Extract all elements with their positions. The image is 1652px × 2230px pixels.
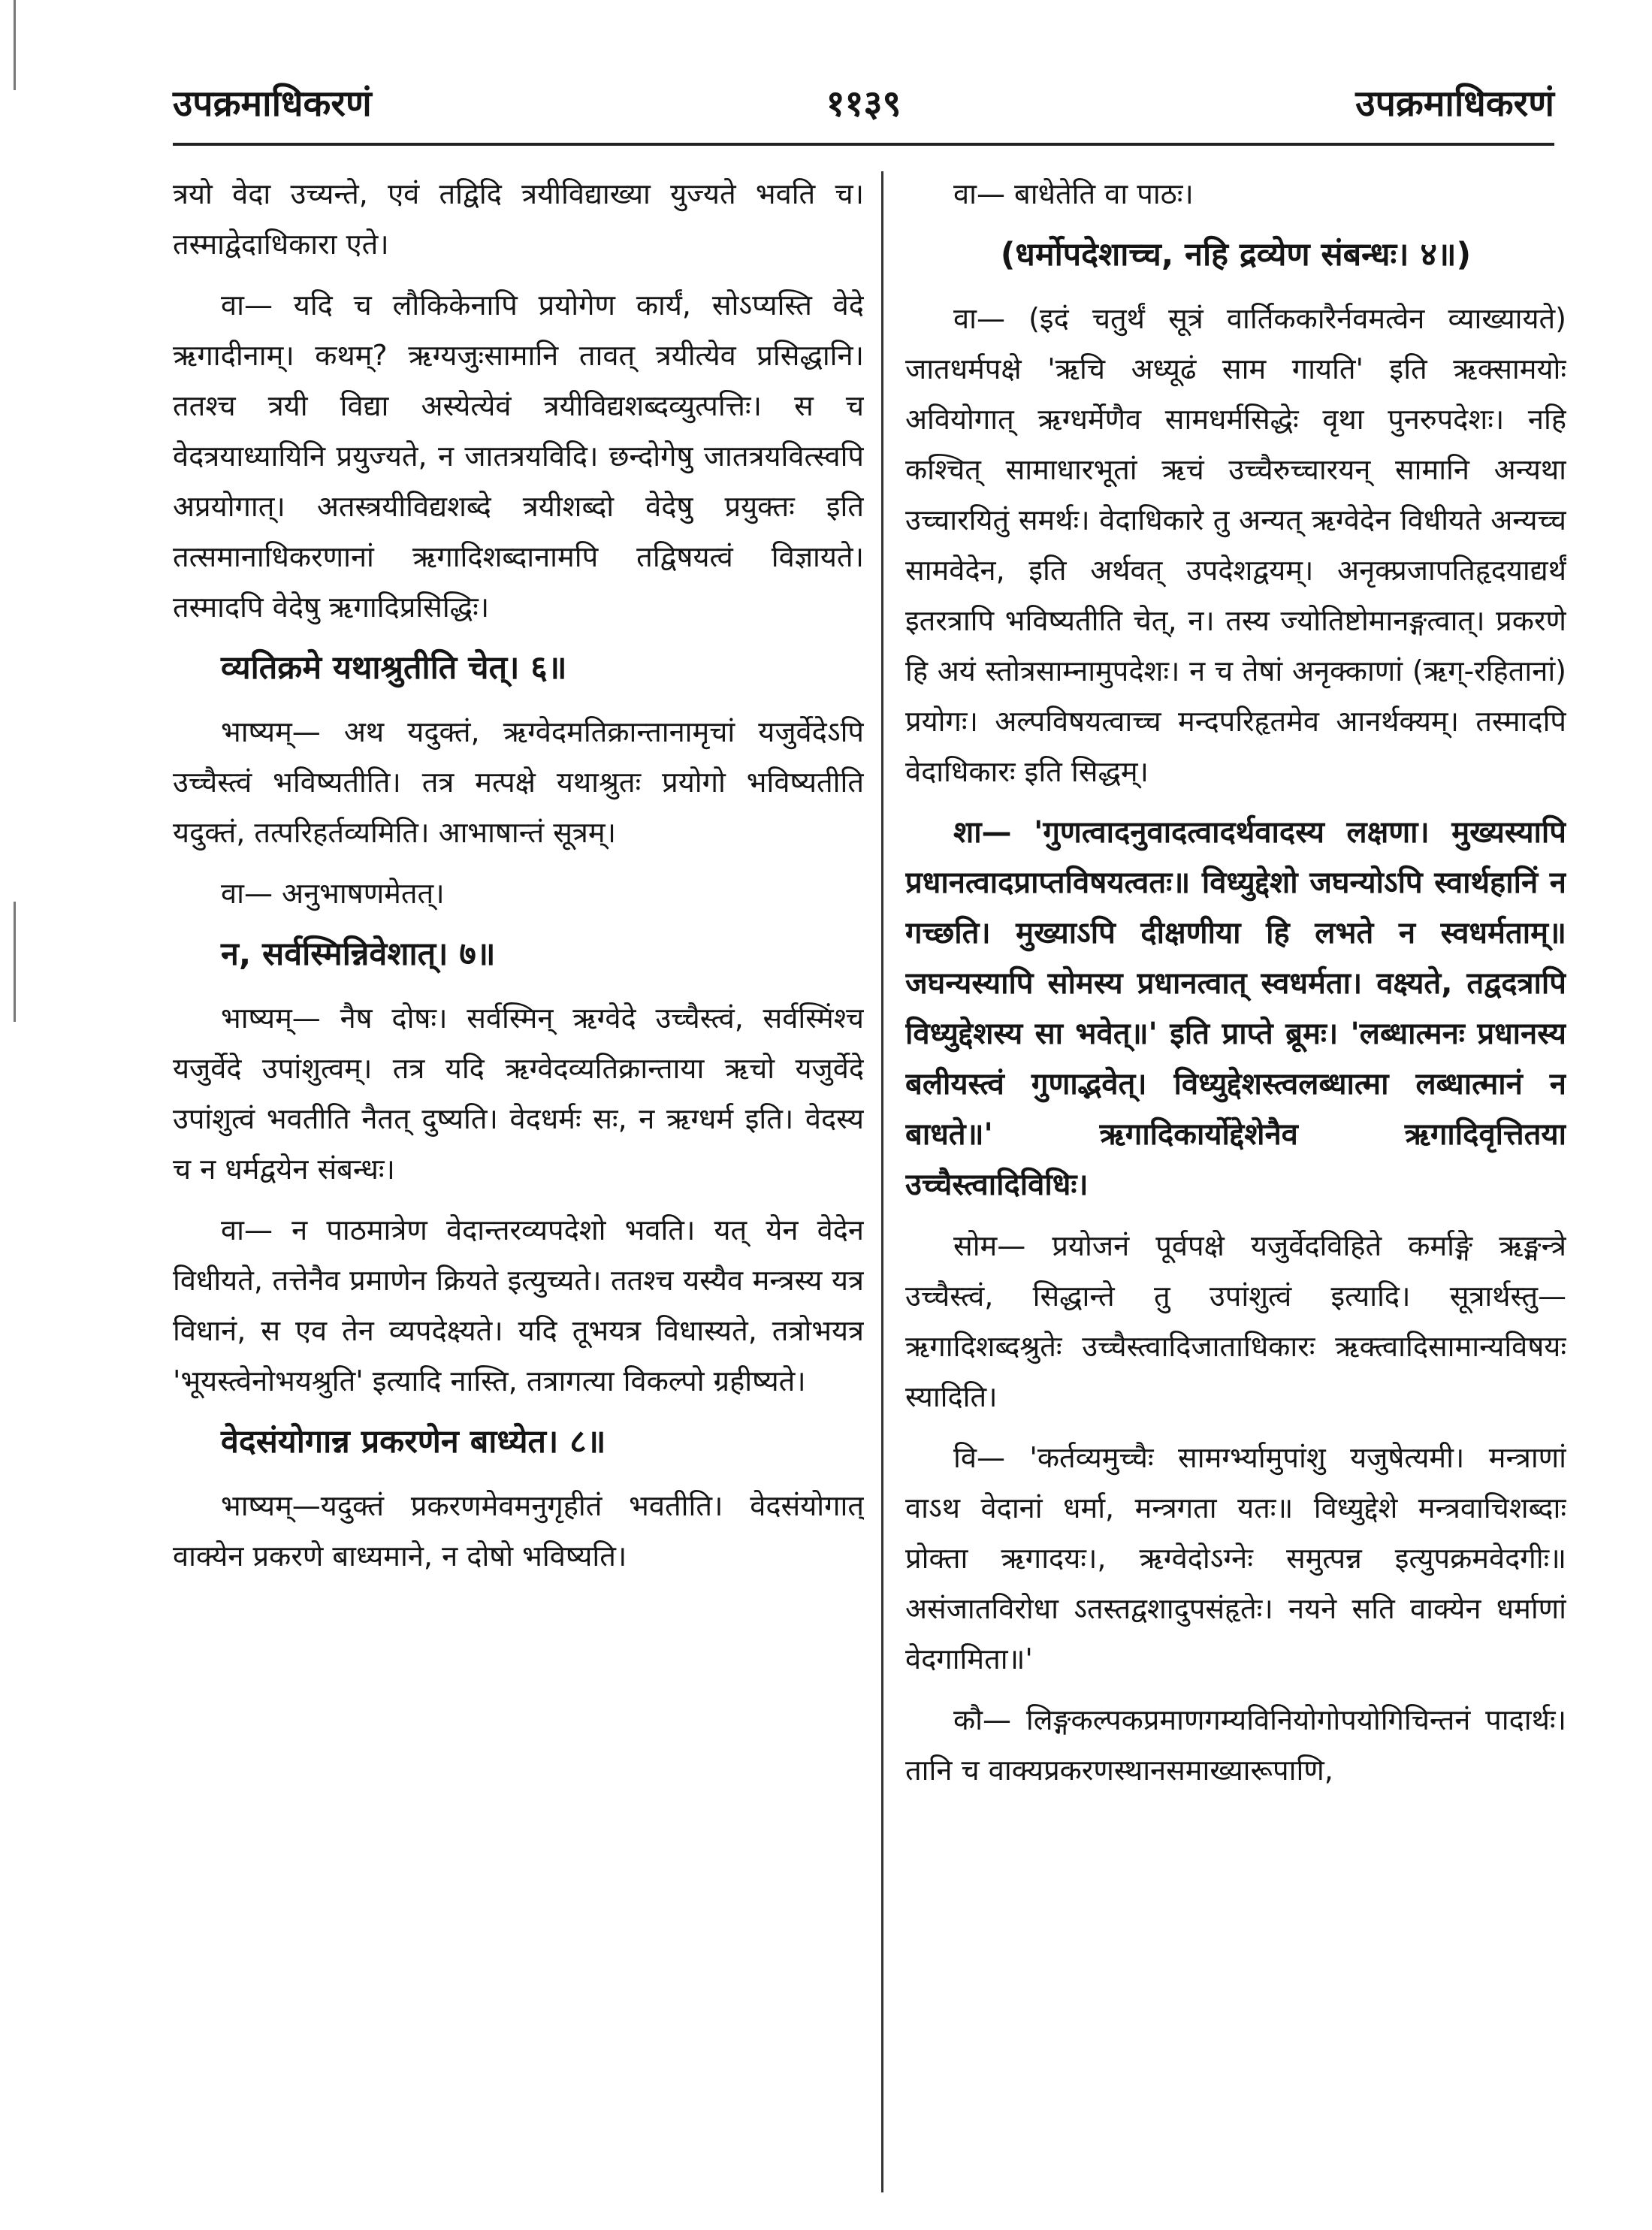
commentary-paragraph: वि— 'कर्तव्यमुच्चैः सामर्ग्भ्यामुपांशु यजुषेत्यमी। मन्त्राणां वाऽथ वेदानां धर्मा, मन्त्रगता यतः॥ विध्युद्देशे मन्त्रवाचिशब्दाः प्रोक्ता ऋगादयः।, ऋग्वेदोऽग्नेः समुत्पन्न इत्युपक्रमवेदगीः॥ असंजातविरोधा ऽतस्तद्वशादुपसंहृतेः। नयने सति वाक्येन धर्माणां वेदगामिता॥' (905, 1441, 1566, 1676)
sutra-heading: व्यतिक्रमे यथाश्रुतीति चेत्। ६॥ (221, 649, 567, 687)
page-number: ११३९ (826, 83, 902, 125)
scan-edge-mark (14, 0, 16, 90)
scan-edge-mark (14, 902, 16, 1022)
commentary-paragraph: वा— (इदं चतुर्थं सूत्रं वार्तिककारैर्नवमत्वेन व्याख्यायते) जातधर्मपक्षे 'ऋचि अध्यूढं साम गायति' इति ऋक्सामयोः अवियोगात् ऋग्धर्मेणैव सामधर्मसिद्धेः वृथा पुनरुपदेशः। नहि कश्चित् सामाधारभूतां ऋचं उच्चैरुच्चारयन् सामानि अन्यथा उच्चारयितुं समर्थः। वेदाधिकारे तु अन्यत् ऋग्वेदेन विधीयते अन्यच्च सामवेदेन, इति अर्थवत् उपदेशद्वयम्। अनृक्प्रजापतिहृदयाद्यर्थं इतरत्रापि भविष्यतीति चेत्, न। तस्य ज्योतिष्टोमानङ्गत्वात्। प्रकरणे हि अयं स्तोत्रसाम्नामुपदेशः। न च तेषां अनृक्काणां (ऋग्-रहितानां) प्रयोगः। अल्पविषयत्वाच्च मन्दपरिहृतमेव आनर्थक्यम्। तस्मादपि वेदाधिकारः इति सिद्धम्। (905, 302, 1566, 788)
commentary-paragraph: सोम— प्रयोजनं पूर्वपक्षे यजुर्वेदविहिते कर्माङ्गे ऋङ्मन्त्रे उच्चैस्त्वं, सिद्धान्ते तु उपांशुत्वं इत्यादि। सूत्रार्थस्तु— ऋगादिशब्दश्रुतेः उच्चैस्त्वादिजाताधिकारः ऋक्त्वादिसामान्यविषयः स्यादिति। (905, 1229, 1566, 1413)
commentary-paragraph: भाष्यम्— नैष दोषः। सर्वस्मिन् ऋग्वेदे उच्चैस्त्वं, सर्वस्मिंश्च यजुर्वेदे उपांशुत्वम्। तत्र यदि ऋग्वेदव्यतिक्रान्ताया ऋचो यजुर्वेदे उपांशुत्वं भवतीति नैतत् दुष्यति। वेदधर्मः सः, न ऋग्धर्म इति। वेदस्य च न धर्मद्वयेन संबन्धः। (173, 1002, 864, 1186)
commentary-paragraph: कौ— लिङ्गकल्पकप्रमाणगम्यविनियोगोपयोगिचिन्तनं पादार्थः। तानि च वाक्यप्रकरणस्थानसमाख्यारूपाणि, (905, 1703, 1566, 1787)
commentary-paragraph: भाष्यम्—यदुक्तं प्रकरणमेवमनुगृहीतं भवतीति। वेदसंयोगात् वाक्येन प्रकरणे बाध्यमाने, न दोषो भविष्यति। (173, 1489, 864, 1573)
sutra-heading: वेदसंयोगान्न प्रकरणेन बाध्येत। ८॥ (221, 1423, 606, 1461)
running-head-left: उपक्रमाधिकरणं (173, 83, 372, 125)
commentary-paragraph: वा— बाधेतेति वा पाठः। (953, 177, 1194, 210)
commentary-paragraph: त्रयो वेदा उच्यन्ते, एवं तद्विदि त्रयीविद्याख्या युज्यते भवति च। तस्माद्वेदाधिकारा एते। (173, 177, 864, 261)
commentary-paragraph: वा— यदि च लौकिकेनापि प्रयोगेण कार्यं, सोऽप्यस्ति वेदे ऋगादीनाम्। कथम्? ऋग्यजुःसामानि तावत् त्रयीत्येव प्रसिद्धानि। ततश्च त्रयी विद्या अस्येत्येवं त्रयीविद्यशब्दव्युत्पत्तिः। स च वेदत्रयाध्यायिनि प्रयुज्यते, न जातत्रयविदि। छन्दोगेषु जातत्रयवित्स्वपि अप्रयोगात्। अतस्त्रयीविद्यशब्दे त्रयीशब्दो वेदेषु प्रयुक्तः इति तत्समानाधिकरणानां ऋगादिशब्दानामपि तद्विषयत्वं विज्ञायते। तस्मादपि वेदेषु ऋगादिप्रसिद्धिः। (173, 289, 864, 624)
commentary-paragraph: वा— न पाठमात्रेण वेदान्तरव्यपदेशो भवति। यत् येन वेदेन विधीयते, तत्तेनैव प्रमाणेन क्रियते इत्युच्यते। ततश्च यस्यैव मन्त्रस्य यत्र विधानं, स एव तेन व्यपदेक्ष्यते। यदि तूभयत्र विधास्यते, तत्रोभयत्र 'भूयस्त्वेनोभयश्रुति' इत्यादि नास्ति, तत्रागत्या विकल्पो ग्रहीष्यते। (173, 1213, 864, 1398)
left-column (173, 169, 864, 2198)
page-header (173, 75, 1554, 146)
commentary-paragraph: वा— अनुभाषणमेतत्। (221, 877, 445, 910)
sutra-heading: न, सर्वस्मिन्निवेशात्। ७॥ (221, 935, 496, 973)
sutra-heading: (धर्मोपदेशाच्च, नहि द्रव्येण संबन्धः। ४॥) (1000, 236, 1472, 273)
column-divider (881, 171, 883, 2192)
running-head-right: उपक्रमाधिकरणं (1355, 83, 1554, 125)
right-column (905, 169, 1566, 2198)
commentary-paragraph: भाष्यम्— अथ यदुक्तं, ऋग्वेदमतिक्रान्तानामृचां यजुर्वेदेऽपि उच्चैस्त्वं भविष्यतीति। तत्र मत्पक्षे यथाश्रुतः प्रयोगो भविष्यतीति यदुक्तं, तत्परिहर्तव्यमिति। आभाषान्तं सूत्रम्। (173, 715, 864, 849)
commentary-paragraph: शा— 'गुणत्वादनुवादत्वादर्थवादस्य लक्षणा। मुख्यस्यापि प्रधानत्वादप्राप्तविषयत्वतः॥ विध्युद्देशो जघन्योऽपि स्वार्थहानिं न गच्छति। मुख्याऽपि दीक्षणीया हि लभते न स्वधर्मताम्॥ जघन्यस्यापि सोमस्य प्रधानत्वात् स्वधर्मता। वक्ष्यते, तद्वदत्रापि विध्युद्देशस्य सा भवेत्॥' इति प्राप्ते ब्रूमः। 'लब्धात्मनः प्रधानस्य बलीयस्त्वं गुणाद्भवेत्। विध्युद्देशस्त्वलब्धात्मा लब्धात्मानं न बाधते॥' ऋगादिकार्योद्देशेनैव ऋगादिवृत्तितया उच्चैस्त्वादिविधिः। (905, 815, 1566, 1202)
